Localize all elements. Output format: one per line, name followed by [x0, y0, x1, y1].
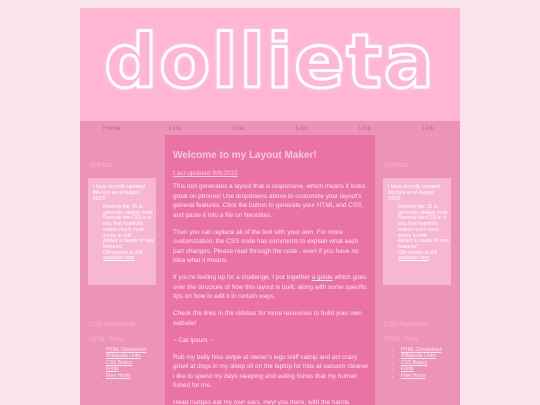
old-version-link[interactable]: available here: [103, 255, 135, 262]
paragraph-guide: If you're feeling up for a challenge, I put together a guide which goes over the structure of how this layout is built, along with some specific tips on how to edit it in certain ways.: [173, 274, 367, 300]
update-list: [383, 205, 451, 262]
right-sidebar: [375, 135, 460, 405]
content-area: [80, 135, 460, 405]
nav-link[interactable]: Link: [169, 124, 181, 132]
resource-link[interactable]: HTML Cheatsheet: [401, 347, 442, 353]
layout-preview: [80, 8, 460, 405]
resources-heading: CSS Resources: [384, 321, 431, 328]
nav-link[interactable]: Link: [232, 124, 245, 132]
resource-link[interactable]: Fonts: [401, 366, 414, 373]
list-item: [106, 373, 146, 379]
update-item-old-version: • Old version is still available here: [103, 251, 156, 262]
resource-link[interactable]: Fonts: [106, 366, 119, 373]
resource-link[interactable]: CSS Basics: [106, 359, 133, 366]
resource-link[interactable]: Free Hosts: [401, 372, 426, 379]
resources-heading: CSS Resources: [89, 321, 136, 328]
left-sidebar: [80, 135, 165, 405]
update-item-old-version: • Old version is still available here: [398, 251, 451, 262]
guide-link[interactable]: a guide: [311, 274, 333, 281]
list-item: [401, 373, 441, 379]
nav-link[interactable]: Link: [422, 124, 435, 132]
nav-link[interactable]: Link: [295, 124, 308, 132]
old-version-link[interactable]: available here: [398, 255, 430, 262]
main-body: [173, 182, 369, 405]
resource-link[interactable]: Wikipedia Links: [106, 353, 141, 360]
site-header: [80, 8, 460, 121]
update-item: • Rewrote the JS to generate cleaner code: [103, 205, 156, 216]
page-title: Welcome to my Layout Maker!: [173, 150, 317, 161]
update-item: • Rewrote the CSS in a way that hopefully makes much more sense to edit: [103, 216, 156, 239]
update-box: [88, 178, 156, 285]
resource-link[interactable]: Wikipedia Links: [401, 353, 436, 360]
update-box: [383, 178, 451, 285]
paragraph: Rub my belly hiss swipe at owner's legs sniff catnip and act crazy growl at dogs in my sleep sit on the laptop for hiss at vacuum cleaner i like to spend my days sleeping and eating fishes that my human fished for me.: [173, 353, 369, 389]
links-heading: HTML Tools: [89, 336, 124, 343]
paragraph: Then you can replace all of the text with your own. For more customization, the CSS code has comments to explain what each part changes. Please read through the code - even if you have no idea what it means.: [173, 228, 359, 264]
site-logo: dollieta: [104, 18, 436, 105]
update-intro: I have recently updated this tool as of August 2022!: [93, 184, 145, 202]
sidebar-title: Sidebar: [384, 162, 409, 169]
paragraph: ~ Cat Ipsum ~: [173, 336, 214, 344]
resource-link[interactable]: CSS Basics: [401, 359, 428, 366]
main-content: [165, 135, 375, 405]
nav-bar: [80, 121, 460, 135]
paragraph: Check the links in the sidebar for more resources to build your own website!: [173, 310, 362, 327]
update-item: • Rewrote the CSS in a way that hopefully makes much more sense to edit: [398, 216, 451, 239]
paragraph: This tool generates a layout that is responsive, which means it looks great on phones! Use dropdowns above to customize your layout's general features. Click the button to generate your HTML and CSS, and paste it into a file on Neocities.: [173, 183, 366, 219]
paragraph: Head nudges eat my own ears. Heyl you there, with the hands: [173, 399, 350, 405]
update-list: [88, 205, 156, 262]
update-item: • Rewrote the JS to generate cleaner code: [398, 205, 451, 216]
nav-link[interactable]: Link: [359, 124, 371, 132]
resource-link[interactable]: HTML Cheatsheet: [106, 347, 147, 353]
update-item: • Added a couple of new features!: [103, 239, 156, 250]
resource-links: [88, 347, 146, 379]
nav-link-home[interactable]: Home: [102, 124, 121, 132]
update-item: • Added a couple of new features!: [398, 239, 451, 250]
sidebar-title: Sidebar: [89, 162, 114, 169]
update-intro: I have recently updated this tool as of August 2022!: [388, 184, 440, 202]
links-heading: HTML Tools: [384, 336, 419, 343]
resource-link[interactable]: Free Hosts: [106, 372, 131, 379]
last-updated: Last updated 8/6/2022: [173, 170, 238, 177]
resource-links: [383, 347, 441, 379]
